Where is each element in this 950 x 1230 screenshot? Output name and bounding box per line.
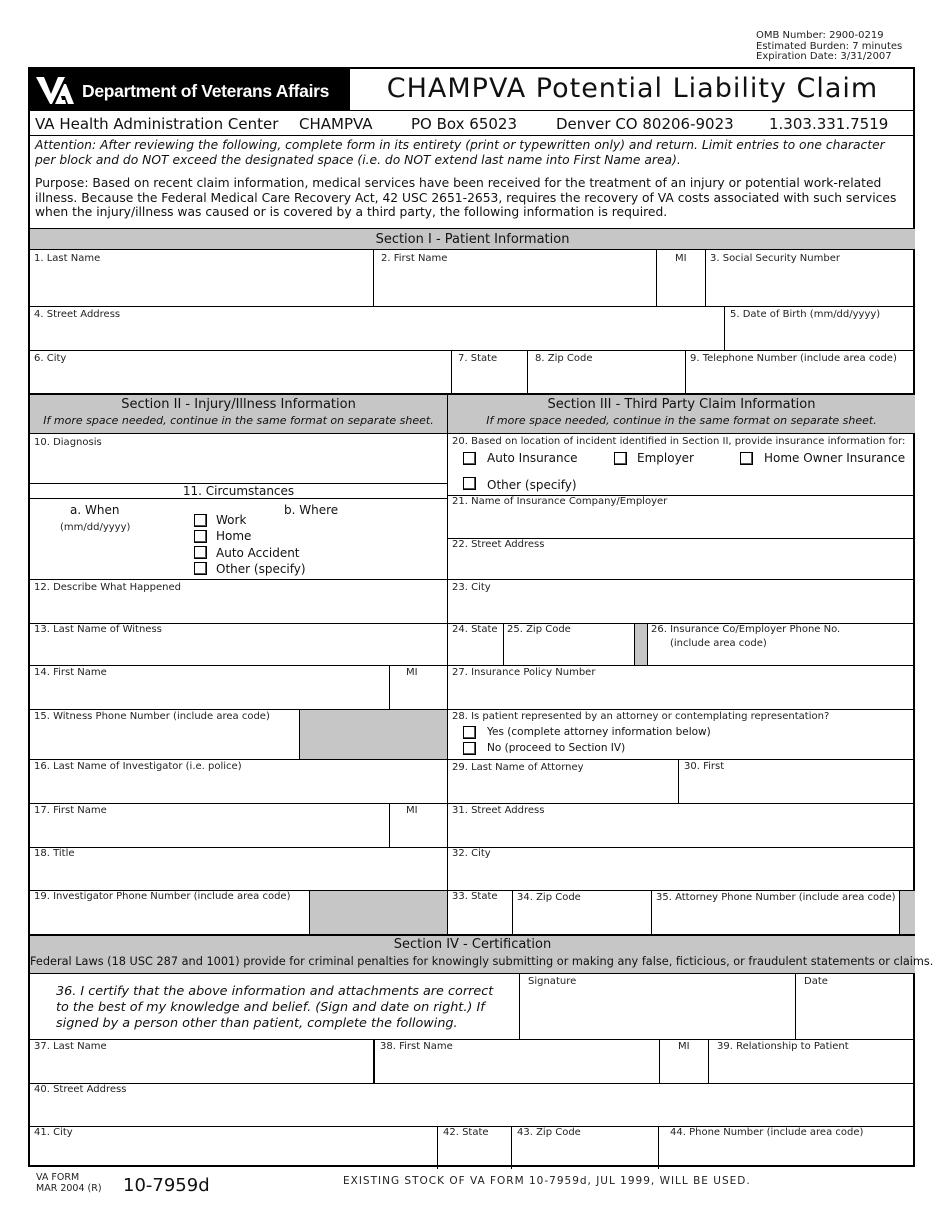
label-describe: 12. Describe What Happened (34, 582, 181, 593)
label-investigator-first-name: 17. First Name (34, 805, 107, 816)
label-attorney-question: 28. Is patient represented by an attorney or contemplating representation? (452, 711, 830, 722)
label-ssn: 3. Social Security Number (710, 253, 840, 264)
label-investigator-mi: MI (406, 805, 418, 816)
option-attorney-no: No (proceed to Section IV) (487, 742, 626, 754)
label-insurance-city: 23. City (452, 582, 491, 593)
label-insurance-phone-note: (include area code) (670, 638, 767, 649)
label-attorney-first: 30. First (684, 761, 725, 772)
label-attorney-state: 33. State (452, 891, 498, 902)
option-where-home: Home (216, 529, 252, 543)
label-relationship: 39. Relationship to Patient (717, 1041, 849, 1052)
label-city: 6. City (34, 353, 67, 364)
label-signer-zip: 43. Zip Code (517, 1127, 581, 1138)
cert-line-2: to the best of my knowledge and belief. (Sign and date on right.) If (56, 1000, 485, 1015)
section-2-title: Section II - Injury/Illness Information (121, 397, 356, 412)
cert-line-3: signed by a person other than patient, complete the following. (56, 1016, 458, 1031)
label-investigator-title: 18. Title (34, 848, 75, 859)
checkbox-where-auto-accident[interactable] (194, 546, 207, 559)
label-signer-mi: MI (678, 1041, 690, 1052)
label-where: b. Where (284, 503, 339, 517)
label-telephone: 9. Telephone Number (include area code) (690, 353, 897, 364)
label-attorney-zip: 34. Zip Code (517, 892, 581, 903)
addr-po-box: PO Box 65023 (411, 115, 517, 133)
footer-form-number: 10-7959d (123, 1175, 210, 1196)
label-signer-city: 41. City (34, 1127, 73, 1138)
label-when-format: (mm/dd/yyyy) (60, 522, 131, 533)
footer-form-info (36, 1173, 102, 1194)
label-when: a. When (70, 503, 120, 517)
label-insurance-company: 21. Name of Insurance Company/Employer (452, 496, 668, 507)
label-dob: 5. Date of Birth (mm/dd/yyyy) (730, 309, 881, 320)
label-insurance-state: 24. State (452, 624, 498, 635)
option-home-owner-insurance: Home Owner Insurance (764, 451, 906, 465)
section-3-subtitle: If more space needed, continue in the same format on separate sheet. (486, 414, 877, 427)
option-attorney-yes: Yes (complete attorney information below) (487, 726, 711, 738)
option-where-auto-accident: Auto Accident (216, 546, 300, 560)
label-zip: 8. Zip Code (535, 353, 593, 364)
label-mi: MI (675, 253, 687, 264)
addr-city: Denver CO 80206-9023 (556, 115, 734, 133)
omb-burden: Estimated Burden: 7 minutes (756, 40, 903, 52)
checkbox-attorney-no[interactable] (463, 742, 476, 755)
addr-center: VA Health Administration Center (35, 115, 279, 133)
checkbox-home-owner-insurance[interactable] (740, 452, 753, 465)
checkbox-employer[interactable] (614, 452, 627, 465)
section-3-title: Section III - Third Party Claim Information (547, 397, 816, 412)
label-signer-state: 42. State (443, 1127, 489, 1138)
footer-revision: MAR 2004 (R) (36, 1182, 102, 1194)
option-where-work: Work (216, 513, 247, 527)
label-date: Date (804, 976, 828, 987)
claim-form (28, 67, 934, 1167)
dept-name: Department of Veterans Affairs (82, 81, 330, 101)
checkbox-auto-insurance[interactable] (463, 452, 476, 465)
label-signer-last-name: 37. Last Name (34, 1041, 107, 1052)
label-signer-street: 40. Street Address (34, 1084, 127, 1095)
label-insurance-zip: 25. Zip Code (507, 624, 571, 635)
label-insurance-for: 20. Based on location of incident identified in Section II, provide insurance information for: (452, 436, 906, 447)
purpose-text: Purpose: Based on recent claim information, medical services have been received for the treatment of an injury or potential work-related illness. Because the Federal Medical Care Recovery Act, 42 USC 2651-2653, requires the recovery of VA costs associated with such services when the injury/illness was caused or is covered by a third party, the following information is required. (35, 176, 897, 219)
checkbox-where-work[interactable] (194, 514, 207, 527)
option-employer: Employer (637, 451, 694, 465)
attention-text: Attention: After reviewing the following, complete form in its entirety (print or typewritten only) and return. Limit entries to one character per block and do NOT exceed the designated space (i.e. do NOT extend last name into First Name area). (35, 138, 885, 167)
footer-va-form: VA FORM (36, 1172, 80, 1183)
label-policy-number: 27. Insurance Policy Number (452, 667, 596, 678)
label-state: 7. State (458, 353, 498, 364)
label-diagnosis: 10. Diagnosis (34, 437, 102, 448)
label-signer-phone: 44. Phone Number (include area code) (670, 1127, 864, 1138)
label-witness-phone: 15. Witness Phone Number (include area code) (34, 711, 270, 722)
checkbox-where-home[interactable] (194, 530, 207, 543)
label-witness-first-name: 14. First Name (34, 667, 107, 678)
option-where-other: Other (specify) (216, 562, 306, 576)
label-circumstances: 11. Circumstances (182, 484, 295, 498)
checkbox-other-insurance[interactable] (463, 477, 476, 490)
section-2-subtitle: If more space needed, continue in the same format on separate sheet. (43, 414, 434, 427)
label-signer-first-name: 38. First Name (380, 1041, 453, 1052)
checkbox-where-other[interactable] (194, 562, 207, 575)
label-last-name: 1. Last Name (34, 253, 101, 264)
omb-expiration: Expiration Date: 3/31/2007 (756, 51, 892, 62)
label-street-address: 4. Street Address (34, 309, 121, 320)
section-1-title: Section I - Patient Information (375, 232, 570, 247)
label-investigator-last-name: 16. Last Name of Investigator (i.e. police) (34, 761, 242, 772)
addr-phone: 1.303.331.7519 (769, 115, 889, 133)
label-attorney-city: 32. City (452, 848, 491, 859)
omb-info (756, 31, 902, 63)
label-insurance-street: 22. Street Address (452, 539, 545, 550)
section-4-title: Section IV - Certification (393, 937, 552, 952)
certification-text (56, 984, 493, 1032)
section-4-law-notice: Federal Laws (18 USC 287 and 1001) provide for criminal penalties for knowingly submitting or making any false, ficticious, or fraudulent statements or claims. (30, 955, 934, 968)
va-logo-bar (30, 69, 350, 111)
omb-number: OMB Number: 2900-0219 (756, 30, 884, 41)
option-auto-insurance: Auto Insurance (487, 451, 578, 465)
label-attorney-street: 31. Street Address (452, 805, 545, 816)
option-other-insurance: Other (specify) (487, 478, 577, 492)
label-first-name: 2. First Name (381, 253, 448, 264)
label-witness-last-name: 13. Last Name of Witness (34, 624, 162, 635)
addr-champva: CHAMPVA (299, 115, 373, 133)
label-attorney-last-name: 29. Last Name of Attorney (452, 762, 584, 773)
va-seal-icon (35, 74, 75, 106)
label-signature: Signature (528, 976, 577, 987)
footer-stock-notice: EXISTING STOCK OF VA FORM 10-7959d, JUL 1999, WILL BE USED. (343, 1175, 751, 1187)
cert-line-1: 36. I certify that the above information and attachments are correct (56, 984, 494, 999)
checkbox-attorney-yes[interactable] (463, 726, 476, 739)
form-title: CHAMPVA Potential Liability Claim (386, 73, 879, 104)
label-attorney-phone: 35. Attorney Phone Number (include area code) (656, 892, 896, 903)
label-insurance-phone: 26. Insurance Co/Employer Phone No. (651, 624, 841, 635)
label-investigator-phone: 19. Investigator Phone Number (include area code) (34, 891, 291, 902)
label-witness-mi: MI (406, 667, 418, 678)
